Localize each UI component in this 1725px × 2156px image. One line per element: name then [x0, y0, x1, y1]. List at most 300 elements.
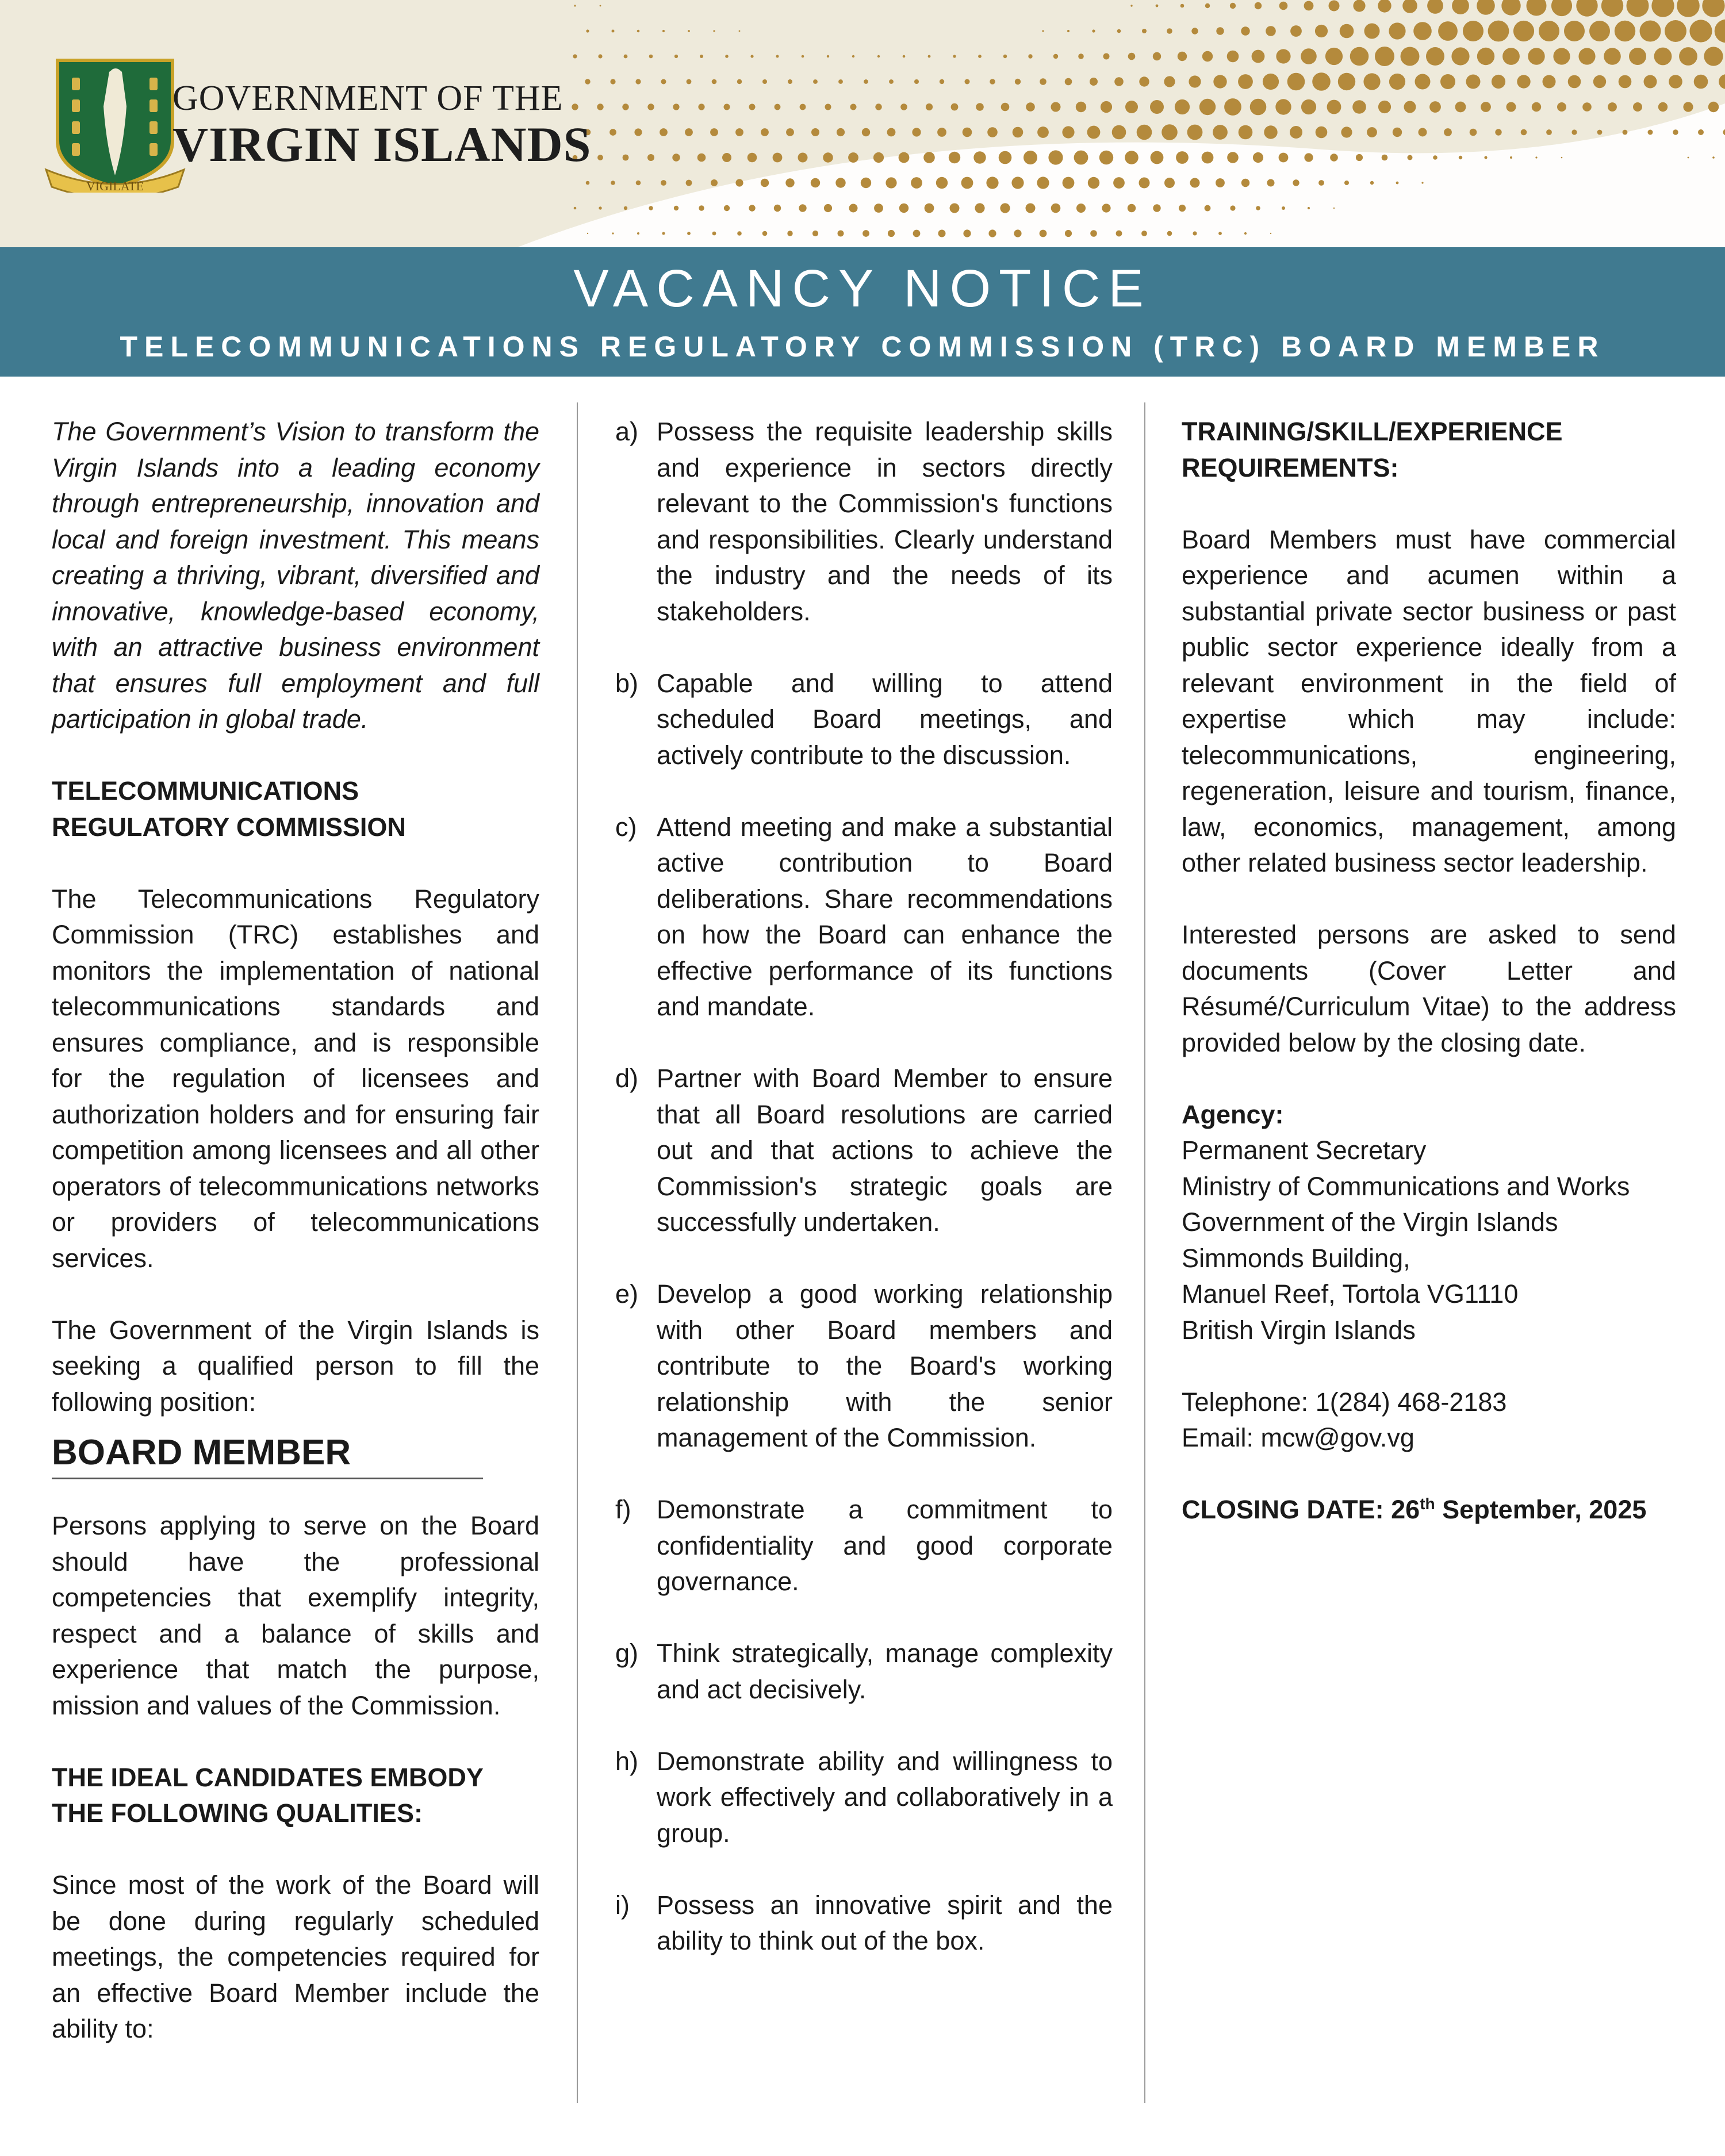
decorative-dot: [1263, 74, 1279, 90]
decorative-dot: [1421, 182, 1423, 183]
decorative-dot: [1378, 101, 1391, 113]
decorative-dot: [747, 153, 757, 163]
decorative-dot: [1352, 100, 1366, 114]
decorative-dot: [749, 205, 755, 211]
decorative-dot: [1142, 29, 1147, 33]
decorative-dot: [1156, 5, 1159, 7]
decorative-dot: [622, 103, 628, 110]
list-label: h): [615, 1746, 639, 1776]
decorative-dot: [775, 104, 781, 110]
closing-date: [1182, 1492, 1676, 1528]
vacancy-banner: [0, 247, 1725, 377]
decorative-dot: [750, 55, 753, 57]
decorative-dot: [1191, 28, 1198, 34]
decorative-dot: [1532, 102, 1541, 112]
decorative-dot: [875, 103, 881, 110]
decorative-dot: [1040, 230, 1047, 237]
decorative-dot: [1712, 156, 1715, 159]
address-line: Manuel Reef, Tortola VG1110: [1182, 1279, 1519, 1309]
decorative-dot: [827, 55, 829, 57]
decorative-dot: [687, 232, 691, 235]
applying-statement: Persons applying to serve on the Board should have the professional competencies that exemplify integrity, respect and a balance of skills and experience that match the purpose, mission and values of the Commission.: [52, 1511, 539, 1720]
decorative-dot: [1413, 22, 1432, 40]
decorative-dot: [574, 207, 577, 210]
decorative-dot: [838, 231, 844, 237]
decorative-dot: [1568, 75, 1581, 89]
list-label: a): [615, 417, 639, 446]
decorative-dot: [975, 203, 984, 213]
decorative-dot: [1444, 128, 1452, 136]
decorative-dot: [1527, 0, 1547, 16]
decorative-dot: [825, 104, 831, 110]
decorative-dot: [1356, 154, 1363, 161]
decorative-dot: [647, 154, 654, 161]
decorative-dot: [1312, 72, 1331, 91]
decorative-dot: [812, 231, 818, 236]
decorative-dot: [1338, 73, 1355, 90]
decorative-dot: [1216, 178, 1225, 187]
decorative-dot: [1688, 157, 1689, 159]
decorative-dot: [1370, 181, 1374, 185]
decorative-dot: [1116, 231, 1122, 237]
decorative-dot: [799, 204, 806, 212]
application-instructions: Interested persons are asked to send documents (Cover Letter and Résumé/Curriculum Vitae) to the address provided below by the closing date.: [1182, 920, 1676, 1057]
decorative-dot: [624, 55, 628, 59]
column-divider: [1144, 402, 1145, 2103]
decorative-dot: [1333, 208, 1335, 209]
decorative-dot: [914, 79, 919, 84]
decorative-dot: [725, 55, 729, 58]
decorative-dot: [776, 55, 779, 58]
decorative-dot: [674, 55, 678, 58]
list-text: Attend meeting and make a substantial active contribution to Board deliberations. Share recommendations on how the Board can enhance the effective performance of its functions and mandate.: [657, 812, 1113, 1021]
decorative-dot: [1252, 50, 1265, 63]
decorative-dot: [762, 231, 768, 236]
decorative-dot: [848, 152, 858, 163]
decorative-dot: [1241, 179, 1249, 187]
column-middle: [615, 414, 1113, 1995]
decorative-dot: [1308, 207, 1310, 209]
list-text: Develop a good working relationship with other Board members and contribute to the Board's working relationship with the senior management of the Commission.: [657, 1279, 1113, 1452]
decorative-dot: [852, 55, 854, 57]
decorative-dot: [1290, 25, 1302, 37]
decorative-dot: [1481, 102, 1491, 112]
decorative-dot: [1074, 151, 1088, 165]
list-label: d): [615, 1064, 639, 1093]
decorative-dot: [1557, 102, 1566, 112]
decorative-dot: [1151, 151, 1164, 164]
decorative-dot: [735, 128, 743, 136]
decorative-dot: [1090, 230, 1097, 237]
position-title: BOARD MEMBER: [52, 1432, 483, 1479]
decorative-dot: [1040, 78, 1046, 85]
decorative-dot: [600, 5, 601, 7]
decorative-dot: [1601, 0, 1623, 17]
decorative-dot: [1658, 102, 1667, 112]
decorative-dot: [1279, 2, 1288, 10]
decorative-dot: [1304, 1, 1314, 11]
decorative-dot: [1535, 156, 1537, 158]
decorative-dot: [1051, 102, 1061, 112]
address-line: British Virgin Islands: [1182, 1315, 1416, 1345]
decorative-dot: [940, 79, 944, 84]
decorative-dot: [612, 232, 614, 234]
decorative-dot: [1023, 151, 1037, 164]
decorative-dot: [1561, 157, 1563, 159]
decorative-dot: [1213, 75, 1226, 88]
decorative-dot: [973, 151, 986, 163]
decorative-dot: [1315, 25, 1328, 37]
column-divider: [577, 402, 578, 2103]
decorative-dot: [1640, 21, 1661, 42]
decorative-dot: [636, 181, 641, 186]
decorative-dot: [1463, 21, 1483, 41]
decorative-dot: [1164, 76, 1175, 87]
decorative-dot: [1539, 21, 1559, 41]
trc-heading: TELECOMMUNICATIONS REGULATORY COMMISSION: [52, 776, 406, 842]
decorative-dot: [1459, 156, 1462, 159]
decorative-dot: [761, 179, 769, 187]
decorative-dot: [787, 231, 792, 236]
decorative-dot: [1026, 102, 1035, 112]
decorative-dot: [1484, 156, 1487, 159]
decorative-dot: [774, 205, 781, 212]
list-text: Capable and willing to attend scheduled Board meetings, and actively contribute to the discussion.: [657, 668, 1113, 770]
decorative-dot: [963, 128, 972, 137]
decorative-dot: [1175, 99, 1190, 114]
decorative-dot: [925, 204, 934, 213]
coat-of-arms-icon: [40, 55, 190, 193]
decorative-dot: [634, 128, 642, 136]
decorative-dot: [1176, 151, 1189, 164]
decorative-dot: [623, 155, 629, 161]
decorative-dot: [913, 230, 921, 237]
decorative-dot: [1253, 152, 1263, 163]
decorative-dot: [1715, 20, 1725, 43]
telephone: Telephone: 1(284) 468-2183: [1182, 1387, 1507, 1417]
decorative-dot: [597, 103, 603, 110]
decorative-dot: [1506, 102, 1516, 112]
decorative-dot: [1282, 206, 1285, 210]
decorative-dot: [1003, 55, 1007, 58]
decorative-dot: [635, 79, 641, 84]
decorative-dot: [1689, 20, 1712, 42]
decorative-dot: [1205, 205, 1211, 212]
decorative-dot: [1015, 79, 1021, 85]
banner-title: VACANCY NOTICE: [573, 259, 1152, 318]
decorative-dot: [813, 79, 818, 84]
decorative-dot: [1125, 101, 1138, 113]
decorative-dot: [1708, 102, 1719, 112]
decorative-dot: [1627, 0, 1649, 17]
vision-statement: The Government’s Vision to transform the Virgin Islands into a leading economy through entrepreneurship, innovation and local and foreign investment. This means creating a thriving, vibrant, diversified and innovative, knowledge-based economy, with an attractive business environment that ensures full employment and full participation in global trade.: [52, 417, 539, 734]
decorative-dot: [823, 152, 833, 162]
decorative-dot: [1644, 75, 1657, 89]
decorative-dot: [1000, 203, 1010, 213]
decorative-dot: [1137, 125, 1152, 140]
decorative-dot: [1011, 177, 1023, 189]
decorative-dot: [1517, 75, 1530, 88]
decorative-dot: [953, 55, 956, 57]
list-text: Possess an innovative spirit and the ability to think out of the box.: [657, 1890, 1113, 1955]
decorative-dot: [1048, 150, 1063, 164]
decorative-dot: [1267, 179, 1275, 187]
decorative-dot: [1378, 0, 1391, 13]
decorative-dot: [899, 204, 908, 213]
decorative-dot: [1227, 51, 1239, 63]
decorative-dot: [1113, 177, 1125, 189]
training-heading: TRAINING/SKILL/EXPERIENCE REQUIREMENTS:: [1182, 417, 1563, 482]
decorative-dot: [885, 177, 896, 188]
decorative-dot: [928, 55, 931, 58]
decorative-dot: [722, 153, 731, 162]
decorative-dot: [987, 127, 998, 137]
decorative-dot: [926, 103, 933, 110]
decorative-dot: [899, 152, 910, 163]
decorative-dot: [711, 179, 718, 186]
decorative-dot: [700, 55, 703, 58]
decorative-dot: [1042, 30, 1044, 32]
decorative-dot: [637, 232, 639, 235]
decorative-dot: [1193, 231, 1197, 235]
decorative-dot: [1276, 49, 1290, 63]
decorative-dot: [1013, 127, 1023, 138]
column-left: [52, 414, 539, 2047]
decorative-dot: [1604, 48, 1621, 65]
decorative-dot: [1051, 204, 1061, 213]
decorative-dot: [1270, 233, 1271, 234]
decorative-dot: [835, 178, 845, 187]
decorative-dot: [1112, 125, 1126, 140]
decorative-dot: [1466, 75, 1481, 89]
closing-date-suffix: September, 2025: [1435, 1495, 1647, 1524]
list-item: [615, 666, 1113, 774]
decorative-dot: [1028, 54, 1032, 58]
decorative-dot: [873, 152, 884, 163]
decorative-dot: [1037, 177, 1049, 189]
decorative-dot: [1669, 75, 1682, 89]
decorative-dot: [1401, 47, 1420, 66]
list-label: i): [615, 1890, 630, 1920]
decorative-dot: [800, 104, 806, 110]
decorative-dot: [1290, 126, 1302, 139]
list-item: [615, 1888, 1113, 1959]
list-text: Demonstrate a commitment to confidentiality and good corporate governance.: [657, 1495, 1113, 1596]
decorative-dot: [1341, 126, 1352, 137]
decorative-dot: [1099, 151, 1113, 164]
decorative-dot: [1164, 178, 1175, 188]
decorative-dot: [1103, 53, 1110, 60]
decorative-dot: [1679, 47, 1697, 66]
decorative-dot: [1510, 156, 1512, 159]
decorative-dot: [1179, 205, 1186, 212]
decorative-dot: [1330, 154, 1338, 162]
decorative-dot: [1382, 155, 1388, 161]
decorative-dot: [710, 128, 718, 136]
decorative-dot: [1389, 22, 1405, 39]
decorative-dot: [1062, 126, 1074, 138]
decorative-dot: [1178, 52, 1187, 61]
decorative-dot: [1125, 151, 1138, 164]
decorative-dot: [611, 181, 615, 185]
decorative-dot: [773, 153, 783, 163]
header: [0, 0, 1725, 247]
banner-subtitle: TELECOMMUNICATIONS REGULATORY COMMISSION (TRC) BOARD MEMBER: [120, 331, 1605, 363]
decorative-dot: [1318, 180, 1324, 186]
decorative-dot: [1492, 75, 1505, 89]
government-title-line2: VIRGIN ISLANDS: [172, 117, 592, 172]
decorative-dot: [1375, 47, 1394, 66]
decorative-dot: [1224, 98, 1241, 116]
email-address: Email: mcw@gov.vg: [1182, 1423, 1414, 1452]
decorative-dot: [1150, 100, 1164, 114]
decorative-dot: [1092, 29, 1095, 32]
decorative-dot: [673, 103, 679, 110]
decorative-dot: [838, 79, 843, 84]
decorative-dot: [887, 128, 896, 137]
decorative-dot: [1543, 75, 1556, 89]
decorative-dot: [1673, 129, 1678, 135]
decorative-dot: [1256, 206, 1260, 210]
list-item: [615, 414, 1113, 630]
decorative-dot: [988, 229, 996, 237]
decorative-dot: [712, 232, 716, 236]
list-item: [615, 810, 1113, 1025]
list-text: Think strategically, manage complexity and act decisively.: [657, 1639, 1113, 1704]
decorative-dot: [1304, 153, 1313, 162]
decorative-dot: [1367, 127, 1377, 137]
decorative-dot: [1470, 129, 1477, 136]
decorative-dot: [1139, 76, 1149, 86]
address-line: Permanent Secretary: [1182, 1135, 1427, 1165]
decorative-dot: [1279, 153, 1289, 163]
decorative-dot: [1521, 129, 1527, 136]
ideal-candidates-heading: THE IDEAL CANDIDATES EMBODY THE FOLLOWING QUALITIES:: [52, 1762, 484, 1828]
decorative-dot: [1513, 21, 1534, 41]
decorative-dot: [1065, 230, 1072, 237]
agency-heading: Agency:: [1182, 1099, 1284, 1129]
decorative-dot: [1287, 73, 1305, 91]
decorative-dot: [1130, 5, 1132, 6]
government-title: [172, 79, 592, 172]
decorative-dot: [951, 103, 959, 111]
decorative-dot: [877, 55, 880, 57]
decorative-dot: [687, 79, 692, 85]
seeking-statement: The Government of the Virgin Islands is seeking a qualified person to fill the following position:: [52, 1315, 539, 1417]
decorative-dot: [1067, 30, 1070, 32]
decorative-dot: [686, 180, 692, 186]
decorative-dot: [1633, 102, 1642, 112]
decorative-dot: [1238, 74, 1253, 89]
list-item: [615, 1492, 1113, 1600]
decorative-dot: [1301, 48, 1317, 64]
decorative-dot: [1128, 204, 1136, 212]
decorative-dot: [802, 55, 804, 58]
decorative-dot: [1087, 126, 1101, 139]
decorative-dot: [698, 103, 704, 110]
decorative-dot: [739, 30, 741, 32]
decorative-dot: [1393, 128, 1402, 137]
decorative-dot: [647, 103, 654, 110]
list-item: [615, 1061, 1113, 1241]
decorative-dot: [1340, 24, 1354, 39]
decorative-dot: [1553, 48, 1570, 64]
decorative-dot: [1452, 0, 1469, 14]
decorative-dot: [1619, 75, 1632, 89]
decorative-dot: [713, 30, 715, 32]
decorative-dot: [1266, 26, 1276, 36]
decorative-dot: [1451, 47, 1469, 65]
decorative-dot: [1702, 0, 1724, 17]
decorative-dot: [936, 177, 948, 189]
decorative-dot: [1429, 101, 1441, 113]
decorative-dot: [1264, 125, 1277, 139]
decorative-dot: [1167, 28, 1172, 34]
decorative-dot: [1167, 231, 1172, 236]
decorative-dot: [811, 128, 819, 136]
list-label: g): [615, 1639, 639, 1668]
decorative-dot: [1677, 0, 1700, 17]
decorative-dot: [986, 177, 998, 189]
decorative-dot: [737, 79, 742, 84]
decorative-dot: [1389, 74, 1405, 90]
decorative-dot: [1415, 74, 1431, 90]
decorative-dot: [1241, 26, 1249, 35]
decorative-dot: [685, 128, 693, 136]
decorative-dot: [1230, 205, 1235, 210]
decorative-dot: [1202, 152, 1214, 164]
decorative-dot: [610, 129, 616, 136]
decorative-dot: [1402, 0, 1417, 13]
decorative-dot: [1325, 48, 1343, 65]
decorative-dot: [1327, 100, 1341, 114]
decorative-dot: [963, 229, 971, 237]
list-label: f): [615, 1495, 631, 1524]
decorative-dot: [1623, 130, 1628, 135]
decorative-dot: [1026, 204, 1036, 213]
decorative-dot: [612, 30, 615, 33]
decorative-dot: [938, 230, 946, 237]
motto-text: VIGILATE: [86, 179, 144, 193]
list-text: Possess the requisite leadership skills and experience in sectors directly relevant to the Commission's functions and responsibilities. Clearly understand the industry and the needs of its stakeholders.: [657, 417, 1113, 626]
decorative-dot: [861, 178, 871, 188]
decorative-dot: [923, 152, 935, 163]
decorative-dot: [1665, 20, 1686, 42]
list-item: [615, 1744, 1113, 1852]
decorative-dot: [1088, 177, 1099, 189]
address-line: Simmonds Building,: [1182, 1243, 1410, 1273]
decorative-dot: [699, 205, 704, 210]
decorative-dot: [1615, 21, 1635, 41]
decorative-dot: [1477, 0, 1495, 15]
decorative-dot: [737, 231, 742, 236]
decorative-dot: [1404, 101, 1416, 113]
column-right: [1182, 414, 1676, 1528]
decorative-dot: [999, 151, 1012, 164]
decorative-dot: [1316, 126, 1328, 139]
decorative-dot: [674, 206, 678, 210]
decorative-dot: [862, 230, 869, 237]
decorative-dot: [824, 204, 832, 212]
government-title-line1: GOVERNMENT OF THE: [172, 79, 564, 118]
decorative-dot: [672, 154, 680, 161]
decorative-dot: [1076, 102, 1086, 112]
decorative-dot: [1114, 77, 1124, 86]
decorative-dot: [1719, 74, 1725, 89]
decorative-dot: [598, 54, 602, 58]
decorative-dot: [1488, 21, 1509, 42]
decorative-dot: [1564, 21, 1585, 41]
